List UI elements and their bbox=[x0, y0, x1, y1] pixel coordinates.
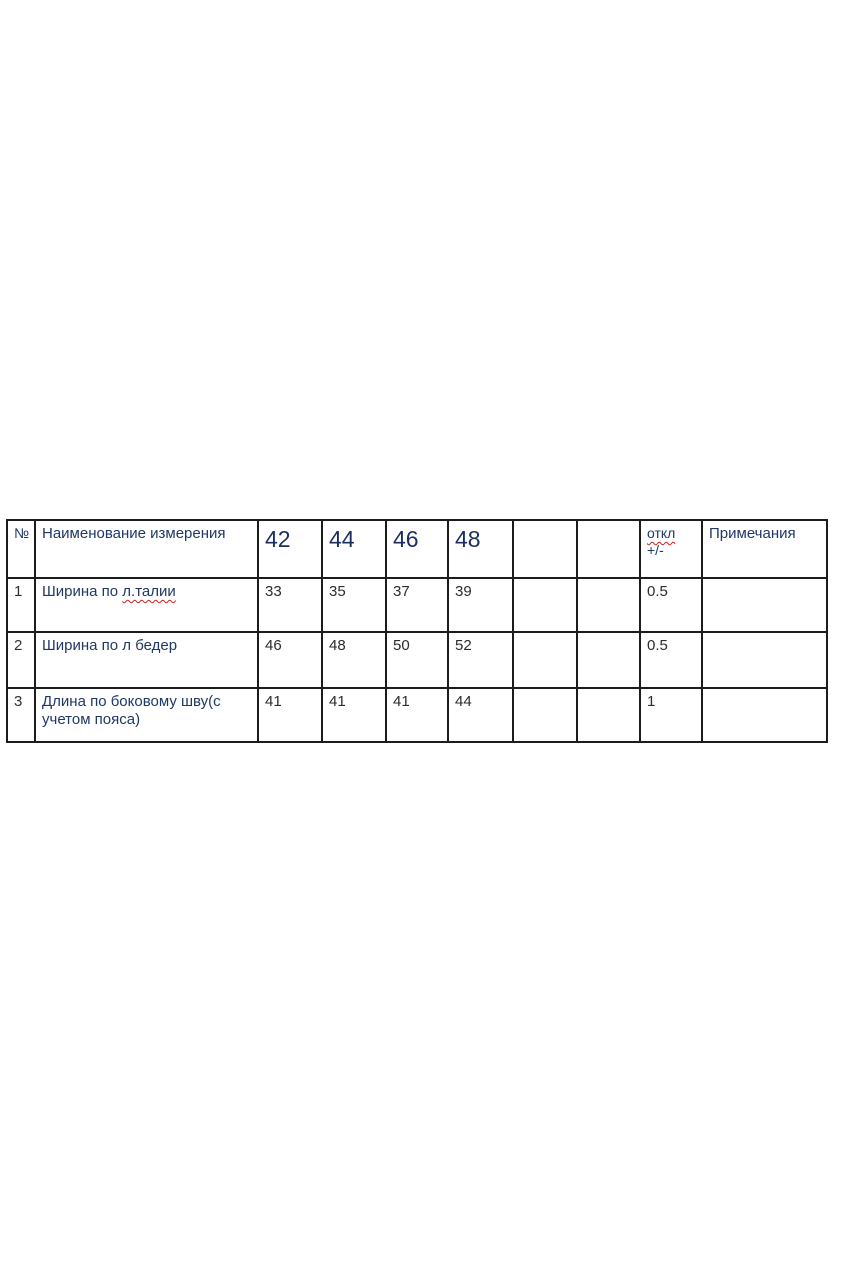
empty-cell bbox=[577, 632, 640, 688]
column-header-number: № bbox=[7, 520, 35, 578]
empty-cell bbox=[577, 578, 640, 632]
table-row-1 bbox=[7, 578, 827, 632]
row-number: 2 bbox=[7, 632, 35, 688]
column-header-notes: Примечания bbox=[702, 520, 827, 578]
row-number: 1 bbox=[7, 578, 35, 632]
size-chart-table bbox=[6, 519, 828, 743]
table-header-row bbox=[7, 520, 827, 578]
column-header-size-46: 46 bbox=[386, 520, 448, 578]
notes-cell bbox=[702, 578, 827, 632]
measurement-value-46: 50 bbox=[386, 632, 448, 688]
deviation-header-sign: +/- bbox=[647, 542, 664, 559]
measurement-name bbox=[35, 688, 258, 742]
measurement-name-text: Длина по боковому шву(с учетом пояса) bbox=[42, 693, 221, 729]
measurement-value-48: 39 bbox=[448, 578, 513, 632]
deviation-value: 1 bbox=[640, 688, 702, 742]
deviation-header-word: откл bbox=[647, 525, 676, 541]
measurement-value-42: 41 bbox=[258, 688, 322, 742]
measurement-name-text: Ширина по л бедер bbox=[42, 637, 178, 654]
table-row-2 bbox=[7, 632, 827, 688]
measurement-value-46: 37 bbox=[386, 578, 448, 632]
measurement-value-44: 35 bbox=[322, 578, 386, 632]
measurement-value-48: 44 bbox=[448, 688, 513, 742]
column-header-size-44: 44 bbox=[322, 520, 386, 578]
deviation-value: 0.5 bbox=[640, 578, 702, 632]
empty-cell bbox=[513, 632, 577, 688]
table-row-3 bbox=[7, 688, 827, 742]
empty-cell bbox=[577, 688, 640, 742]
measurement-name bbox=[35, 578, 258, 632]
measurement-value-42: 33 bbox=[258, 578, 322, 632]
column-header-empty-1 bbox=[513, 520, 577, 578]
notes-cell bbox=[702, 632, 827, 688]
row-number: 3 bbox=[7, 688, 35, 742]
column-header-size-48: 48 bbox=[448, 520, 513, 578]
empty-cell bbox=[513, 578, 577, 632]
column-header-size-42: 42 bbox=[258, 520, 322, 578]
measurement-name bbox=[35, 632, 258, 688]
measurement-value-46: 41 bbox=[386, 688, 448, 742]
measurement-value-44: 48 bbox=[322, 632, 386, 688]
measurement-value-44: 41 bbox=[322, 688, 386, 742]
column-header-empty-2 bbox=[577, 520, 640, 578]
measurement-value-42: 46 bbox=[258, 632, 322, 688]
empty-cell bbox=[513, 688, 577, 742]
measurement-name-text: Ширина по bbox=[42, 583, 123, 600]
column-header-deviation bbox=[640, 520, 702, 578]
measurement-name-misspelled: л.талии bbox=[122, 583, 176, 600]
deviation-value: 0.5 bbox=[640, 632, 702, 688]
notes-cell bbox=[702, 688, 827, 742]
measurement-value-48: 52 bbox=[448, 632, 513, 688]
column-header-measurement-name: Наименование измерения bbox=[35, 520, 258, 578]
